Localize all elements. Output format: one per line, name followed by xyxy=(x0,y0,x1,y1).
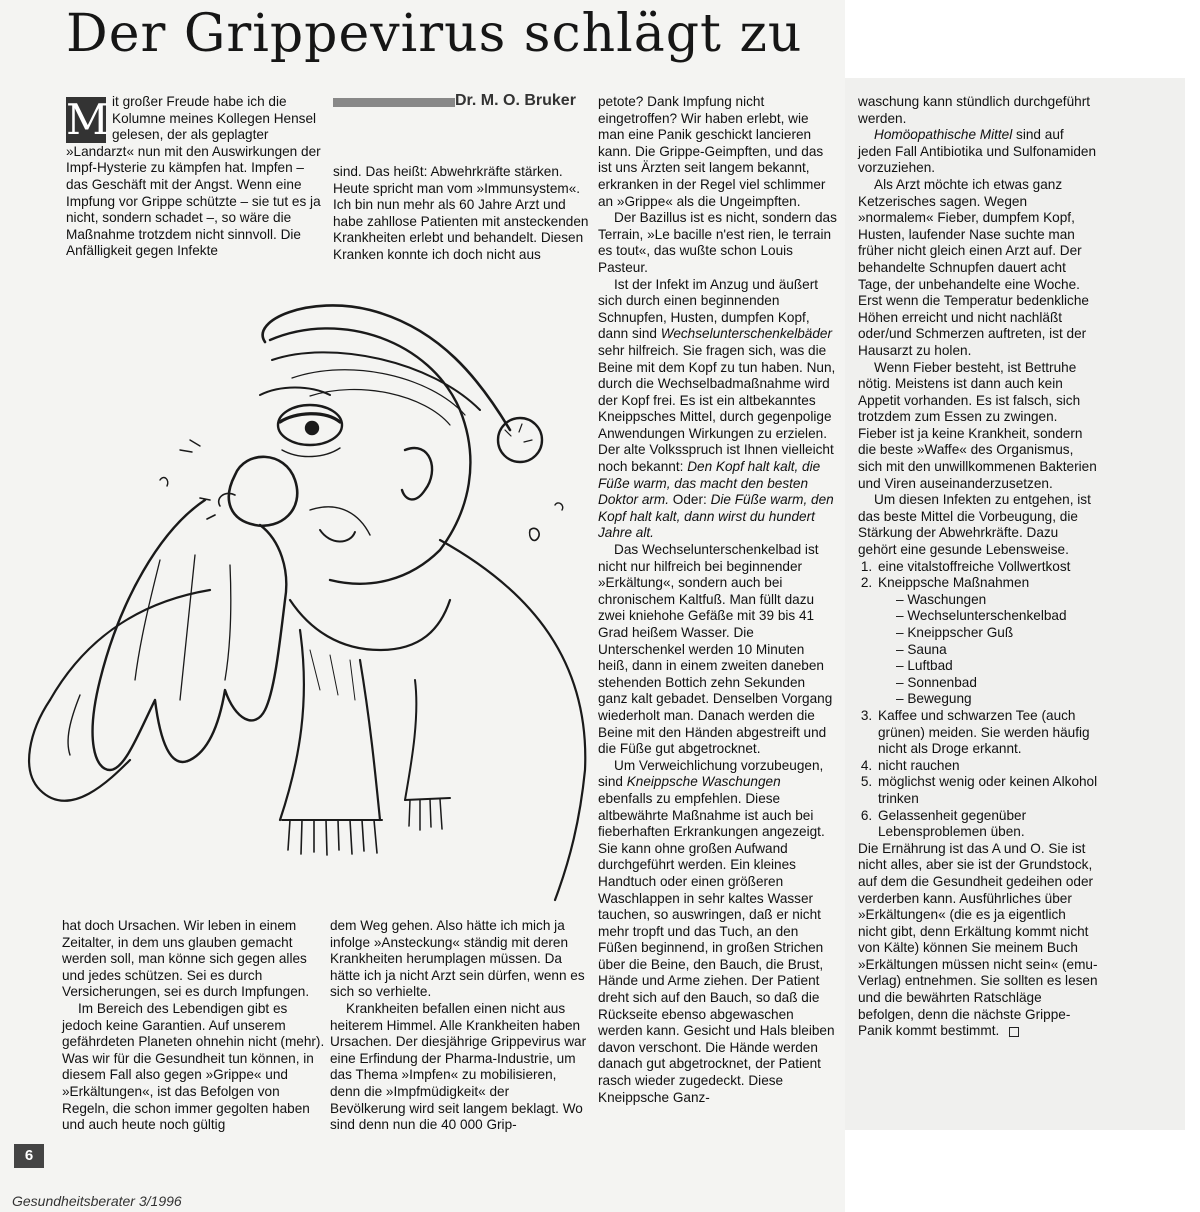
column-2-top xyxy=(333,164,589,264)
column-3 xyxy=(598,94,838,1106)
paragraph: Homöopathische Mittel sind auf jeden Fall Antibiotika und Sulfonamiden vorzuziehen. xyxy=(858,127,1097,176)
paragraph: sind. Das heißt: Abwehrkräfte stärken. Heute spricht man vom »Immunsystem«. Ich bin nun mehr als 60 Jahre Arzt und habe zahllose Patienten mit ansteckenden Krankheiten erlebt und behandelt. Diesen Kranken konnte ich doch nicht aus xyxy=(333,164,589,262)
paragraph: Krankheiten befallen einen nicht aus heiterem Himmel. Alle Krankheiten haben Ursachen. Der diesjährige Grippevirus war eine Erfindung der Pharma-Industrie, um das Thema »Impfen« zu mobilisieren, denn die »Impfmüdigkeit« der Bevölkerung wird seit langem beklagt. Wo sind denn nun die 40 000 Grip- xyxy=(330,1000,587,1133)
paragraph: Der Bazillus ist es nicht, sondern das Terrain, »Le bacille n'est rien, le terrain es tout«, das wußte schon Louis Pasteur. xyxy=(598,210,837,275)
byline-bar xyxy=(333,98,455,107)
paragraph: Als Arzt möchte ich etwas ganz Ketzerisches sagen. Wegen »normalem« Fieber, dumpfem Kopf, Husten, laufender Nase suchte man früher nicht gleich einen Arzt auf. Der behandelte Schnupfen dauert acht Tage, der unbehandelte eine Woche. Erst wenn die Temperatur bedenkliche Höhen erreicht und nicht nachläßt oder/und Schmerzen auftreten, ist der Hausarzt zu holen. xyxy=(858,176,1089,358)
sick-man-drawing xyxy=(29,305,585,900)
list-item: – Sauna xyxy=(894,642,1098,659)
paragraph: Die Ernährung ist das A und O. Sie ist nicht alles, aber sie ist der Grundstock, auf dem die Gesundheit gedeihen oder verderben kann. Ausführliches über »Erkältungen« (die es ja eigentlich nicht gibt, denn Erkältung kommt nicht von Kälte) können Sie meinem Buch »Erkältungen müssen nicht sein« (emu-Verlag) entnehmen. Sie sollten es lesen und die bewährten Ratschläge befolgen, denn die nächste Grippe-Panik kommt bestimmt. xyxy=(858,840,1098,1039)
list-item: 5. möglichst wenig oder keinen Alkohol trinken xyxy=(876,774,1098,807)
paragraph: Das Wechselunterschenkelbad ist nicht nur hilfreich bei beginnender »Erkältung«, sondern auch bei chronischem Kaltfuß. Man füllt dazu zwei kniehohe Gefäße mit 39 bis 41 Grad heißem Wasser. Die Unterschenkel werden 10 Minuten heiß, dann in einem zweiten daneben stehenden Bottich zehn Sekunden ganz kalt gebadet. Denselben Vorgang wiederholt man. Danach werden die Beine mit den Händen abgestreift und die Füße gut abgetrocknet. xyxy=(598,542,833,757)
column-1-bottom xyxy=(62,918,326,1134)
paragraph: waschung kann stündlich durchgeführt werden. xyxy=(858,94,1090,126)
column-2-bottom xyxy=(330,918,588,1134)
list-item: 6. Gelassenheit gegenüber Lebensproblemen üben. xyxy=(876,808,1098,841)
list-item: – Kneippscher Guß xyxy=(894,625,1098,642)
author-byline: Dr. M. O. Bruker xyxy=(455,92,576,109)
column-1-top xyxy=(66,94,328,260)
list-item: – Bewegung xyxy=(894,691,1098,708)
paragraph: it großer Freude habe ich die Kolumne meines Kollegen Hensel gelesen, der als geplagter »Landarzt« nun mit den Auswirkungen der Impf-Hysterie zu kämpfen hat. Impfen – das Geschäft mit der Angst. Wenn eine Impfung vor Grippe schützte – sie tut es ja nicht, sondern schadet –, so wäre die Maßnahme trotzdem nicht sinnvoll. Die Anfälligkeit gegen Infekte xyxy=(66,94,321,259)
paragraph: Um Verweichlichung vorzubeugen, sind Kneippsche Waschungen ebenfalls zu empfehlen. Diese altbewährte Maßnahme ist auch bei fieberhaften Erkrankungen angezeigt. Sie kann ohne großen Aufwand durchgeführt werden. Ein kleines Handtuch oder einen größeren Waschlappen in sehr kaltes Wasser tauchen, so auswringen, daß er nicht mehr tropft und das Tuch, an den Füßen beginnend, in großen Strichen über die Beine, den Bauch, die Brust, Hände und Arme ziehen. Der Patient dreht sich auf den Bauch, so daß die Rückseite ebenso abgewaschen werden kann. Gesicht und Hals bleiben davon verschont. Die Hände werden danach gut abgetrocknet, der Patient rasch wieder zugedeckt. Diese Kneippsche Ganz- xyxy=(598,757,835,1105)
paragraph: hat doch Ursachen. Wir leben in einem Zeitalter, in dem uns glauben gemacht werden soll, man könne sich gegen alles und jedes schützen. Sei es durch Versicherungen, sei es durch Impfungen. xyxy=(62,918,310,1000)
page-number: 6 xyxy=(14,1144,44,1168)
prevention-list xyxy=(858,559,1098,841)
kneipp-sublist xyxy=(878,592,1098,708)
paragraph: Um diesen Infekten zu entgehen, ist das beste Mittel die Vorbeugung, die Stärkung der Abwehrkräfte. Dazu gehört eine gesunde Lebensweise. xyxy=(858,492,1091,558)
paragraph: Im Bereich des Lebendigen gibt es jedoch keine Garantien. Auf unserem gefährdeten Planeten ohnehin nicht (mehr). Was wir für die Gesundheit tun können, in diesem Fall also gegen »Grippe« und »Erkältungen«, ist das Befolgen von Regeln, die schon immer gegolten haben und auch heute noch gültig xyxy=(62,1000,325,1133)
paragraph: dem Weg gehen. Also hätte ich mich ja infolge »Ansteckung« ständig mit deren Krankheiten herumplagen müssen. Da hätte ich ja nicht Arzt sein dürfen, wenn es sich so verhielte. xyxy=(330,918,585,1000)
paragraph: petote? Dank Impfung nicht eingetroffen? Wir haben erlebt, wie man eine Panik geschickt lancieren kann. Die Grippe-Geimpften, und das ist uns Ärzten seit langem bekannt, erkranken in der Regel viel schlimmer an »Grippe« als die Ungeimpften. xyxy=(598,94,826,209)
paragraph: Wenn Fieber besteht, ist Bettruhe nötig. Meistens ist dann auch kein Appetit vorhanden. Es ist falsch, sich trotzdem zum Essen zu zwingen. Fieber ist ja keine Krankheit, sondern die beste »Waffe« des Organismus, sich mit den unwillkommenen Bakterien und Viren auseinanderzusetzen. xyxy=(858,359,1097,491)
publication-footer: Gesundheitsberater 3/1996 xyxy=(12,1193,182,1209)
drop-cap: M xyxy=(66,95,110,144)
list-item: 1. eine vitalstoffreiche Vollwertkost xyxy=(876,559,1098,576)
list-item: 4. nicht rauchen xyxy=(876,758,1098,775)
list-item: – Wechselunterschenkelbad xyxy=(894,608,1098,625)
list-item: – Sonnenbad xyxy=(894,675,1098,692)
list-item: – Waschungen xyxy=(894,592,1098,609)
sick-man-illustration xyxy=(10,300,600,910)
list-item: 3. Kaffee und schwarzen Tee (auch grünen) meiden. Sie werden häufig nicht als Droge erkannt. xyxy=(876,708,1098,758)
list-item: – Luftbad xyxy=(894,658,1098,675)
paragraph: Ist der Infekt im Anzug und äußert sich durch einen beginnenden Schnupfen, Husten, dumpfen Kopf, dann sind Wechselunterschenkelbäder sehr hilfreich. Sie fragen sich, was die Beine mit dem Kopf zu tun haben. Nun, durch die Wechselbadmaßnahme wird der Kopf frei. Es ist ein altbekanntes Kneippsches Mittel, durch gegenpolige Anwendungen Wirkungen zu erzielen. Der alte Volksspruch ist Ihnen vielleicht noch bekannt: Den Kopf halt kalt, die Füße warm, das macht den besten Doktor arm. Oder: Die Füße warm, den Kopf halt kalt, dann wirst du hundert Jahre alt. xyxy=(598,276,836,541)
end-mark-icon xyxy=(1009,1027,1019,1037)
article-title: Der Grippevirus schlägt zu xyxy=(66,4,803,64)
list-item: 2. Kneippsche Maßnahmen – Waschungen – Wechselunterschenkelbad – Kneippscher Guß – Sauna – Luftbad – Sonnenbad – Bewegung xyxy=(876,575,1098,708)
column-4 xyxy=(858,94,1098,1040)
